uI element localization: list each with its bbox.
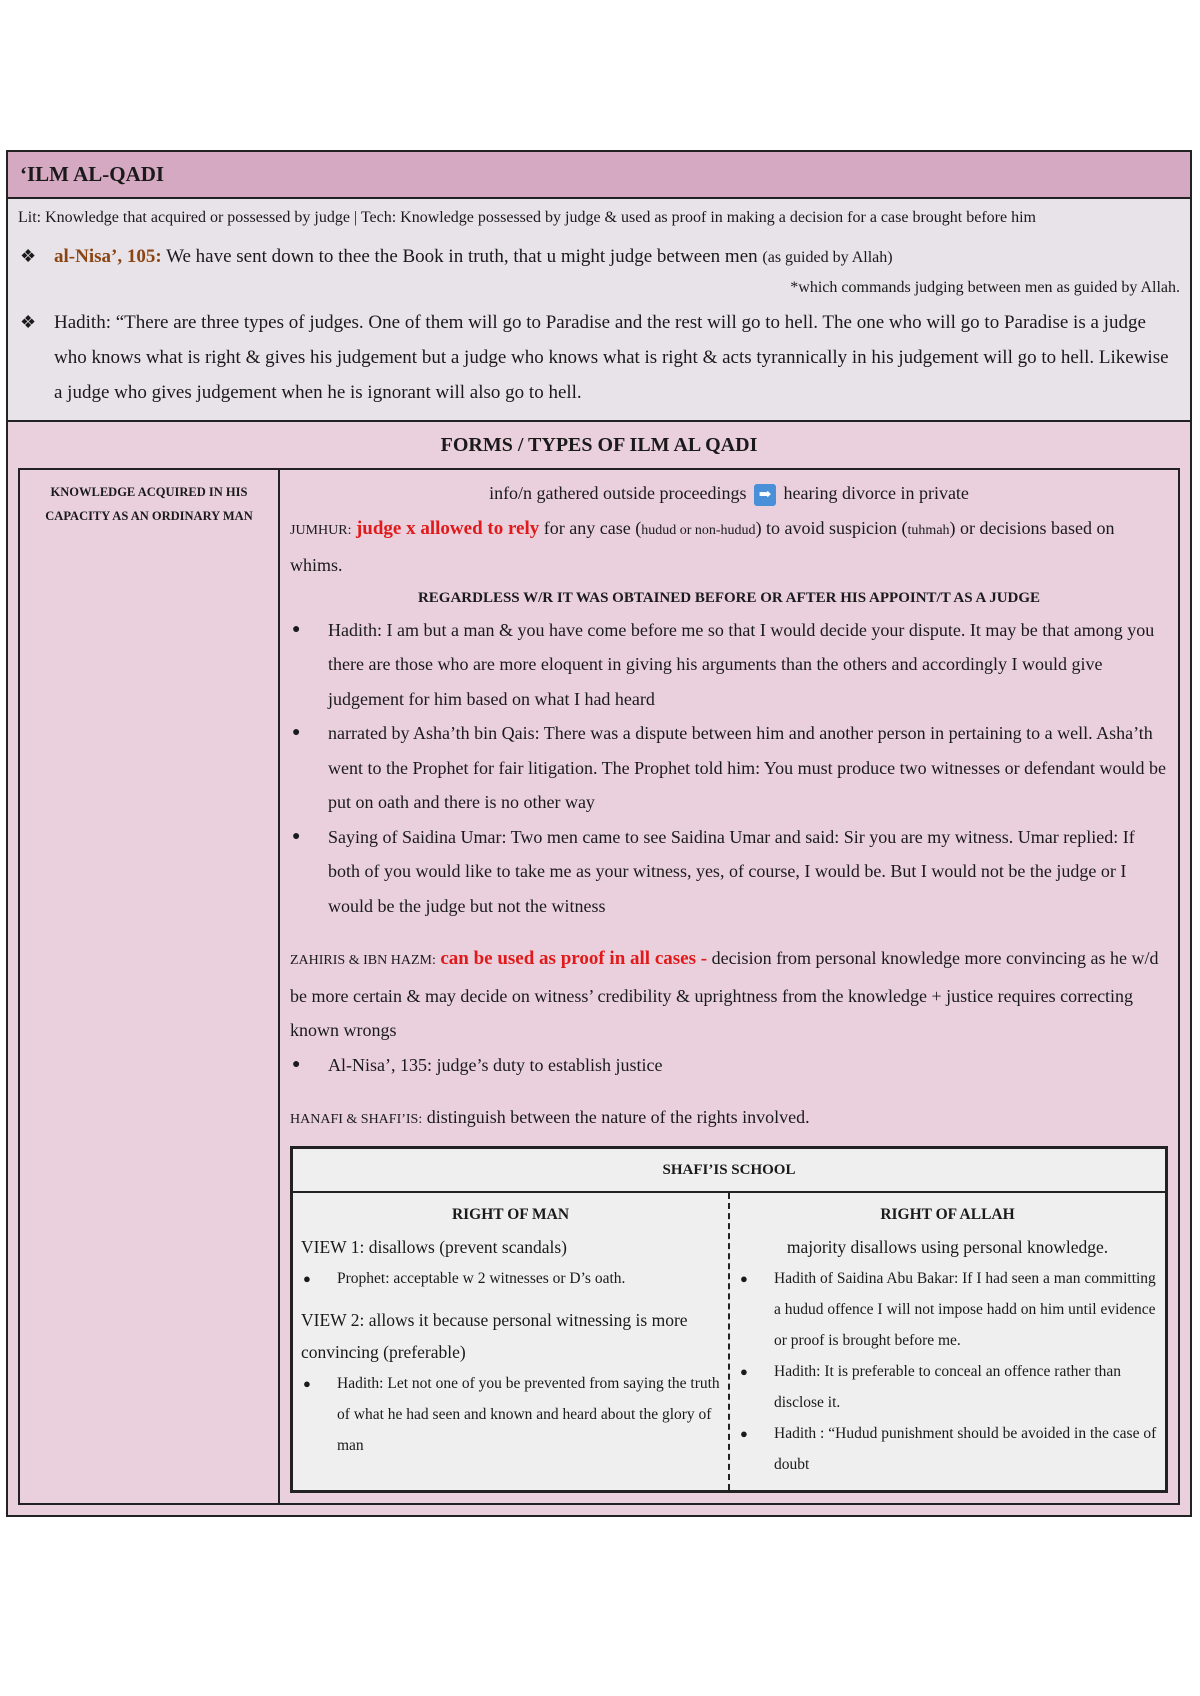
list-item: ● Hadith: Let not one of you be prevented from saying the truth of what he had seen and known and heard about the glory of man xyxy=(301,1368,720,1461)
bullet-icon: ● xyxy=(740,1425,748,1441)
diamond-bullet-icon: ❖ xyxy=(20,312,37,332)
right-of-allah-heading: RIGHT OF ALLAH xyxy=(880,1205,1015,1223)
page-title: ‘ILM AL-QADI xyxy=(8,152,1190,199)
allah-majority-view: majority disallows using personal knowledge. xyxy=(786,1236,1109,1257)
bullet-icon: ● xyxy=(740,1270,748,1286)
quran-note: *which commands judging between men as guided by Allah. xyxy=(790,279,1180,296)
right-of-man-heading: RIGHT OF MAN xyxy=(451,1205,570,1223)
right-of-allah-column xyxy=(730,1193,1165,1490)
bullet-icon: ● xyxy=(740,1363,748,1379)
document-table xyxy=(6,150,1192,1517)
quran-point xyxy=(18,239,1180,275)
right-of-man-column xyxy=(293,1193,730,1490)
intro-section xyxy=(8,199,1190,422)
list-item: ● narrated by Asha’th bin Qais: There was a dispute between him and another person in pertaining to a well. Asha’th went to the Prophet for fair litigation. The Prophet told him: You must produce two witnesses or defendant would be put on oath and there is no other way xyxy=(290,716,1168,820)
category-content xyxy=(280,470,1178,1503)
zahiri-ruling: can be used as proof in all cases - xyxy=(440,948,708,969)
definition-line: Lit: Knowledge that acquired or possessed by judge | Tech: Knowledge possessed by judge & used as proof in making a decision for a case brought before him xyxy=(18,209,1036,226)
jumhur-ruling: judge x allowed to rely xyxy=(355,517,540,539)
bullet-icon: ● xyxy=(303,1375,311,1391)
forms-heading: FORMS / TYPES OF ILM AL QADI xyxy=(440,434,758,456)
shafii-school-table xyxy=(290,1146,1168,1493)
zahiri-label: ZAHIRIS & IBN HAZM: xyxy=(290,953,436,968)
hanafi-label: HANAFI & SHAFI’IS: xyxy=(290,1112,423,1127)
list-item: ● Hadith: I am but a man & you have come before me so that I would decide your dispute. It may be that among you there are those who are more eloquent in giving his arguments than the others and accordingly I would give judgement for him based on what I had heard xyxy=(290,613,1168,717)
category-label: KNOWLEDGE ACQUIRED IN HIS CAPACITY AS AN ORDINARY MAN xyxy=(20,470,280,1503)
jumhur-view: JUMHUR: judge x allowed to rely for any case (hudud or non-hudud) to avoid suspicion (tuhmah) or decisions based on whims. xyxy=(290,517,1115,575)
hadith-text: Hadith: “There are three types of judges. One of them will go to Paradise and the rest will go to hell. The one who will go to Paradise is a judge who knows what is right & gives his judgement but a judge who knows what is right & acts tyrannically in his judgement will go to hell. Likewise a judge who gives judgement when he is ignorant will also go to hell. xyxy=(54,312,1169,403)
list-item: ● Al-Nisa’, 135: judge’s duty to establish justice xyxy=(290,1048,1168,1083)
list-item: ● Hadith : “Hudud punishment should be avoided in the case of doubt xyxy=(738,1418,1157,1480)
bullet-icon: ● xyxy=(303,1270,311,1286)
quran-reference: al-Nisa’, 105: xyxy=(54,246,162,267)
zahiri-evidence-list xyxy=(290,1048,1168,1083)
jumhur-label: JUMHUR: xyxy=(290,522,352,538)
diamond-bullet-icon: ❖ xyxy=(20,246,37,266)
bullet-icon: ● xyxy=(292,1056,301,1072)
arrow-right-icon: ➡ xyxy=(754,484,776,506)
quran-parenthetical: (as guided by Allah) xyxy=(762,249,893,266)
regardless-heading: REGARDLESS W/R IT WAS OBTAINED BEFORE OR AFTER HIS APPOINT/T AS A JUDGE xyxy=(417,589,1041,606)
zahiri-view: ZAHIRIS & IBN HAZM: can be used as proof in all cases - decision from personal knowledge more convincing as he w/d be more certain & may decide on witness’ credibility & uprightness from the knowledge + justice requires correcting known wrongs xyxy=(290,948,1159,1040)
list-item: ● Saying of Saidina Umar: Two men came to see Saidina Umar and said: Sir you are my witness. Umar replied: If both of you would like to take me as your witness, yes, of course, I would be. But I would not be the judge or I would be the judge but not the witness xyxy=(290,820,1168,924)
list-item: ● Hadith: It is preferable to conceal an offence rather than disclose it. xyxy=(738,1356,1157,1418)
bullet-icon: ● xyxy=(292,725,301,740)
hadith-point xyxy=(18,305,1180,410)
view-1: VIEW 1: disallows (prevent scandals) xyxy=(301,1236,567,1257)
info-line: info/n gathered outside proceedings ➡ hearing divorce in private xyxy=(290,476,1168,511)
hanafi-view: HANAFI & SHAFI’IS: distinguish between the nature of the rights involved. xyxy=(290,1107,810,1127)
bullet-icon: ● xyxy=(292,828,301,844)
bullet-icon: ● xyxy=(292,621,301,637)
forms-table xyxy=(18,468,1180,1505)
shafii-school-heading: SHAFI’IS SCHOOL xyxy=(293,1149,1165,1193)
jumhur-evidence-list xyxy=(290,613,1168,924)
quran-text: We have sent down to thee the Book in truth, that u might judge between men xyxy=(166,246,758,267)
view-2: VIEW 2: allows it because personal witnessing is more convincing (preferable) xyxy=(301,1309,688,1362)
list-item: ● Prophet: acceptable w 2 witnesses or D’s oath. xyxy=(301,1263,720,1294)
list-item: ● Hadith of Saidina Abu Bakar: If I had seen a man committing a hudud offence I will not impose hadd on him until evidence or proof is brought before me. xyxy=(738,1263,1157,1356)
forms-section xyxy=(8,422,1190,1515)
